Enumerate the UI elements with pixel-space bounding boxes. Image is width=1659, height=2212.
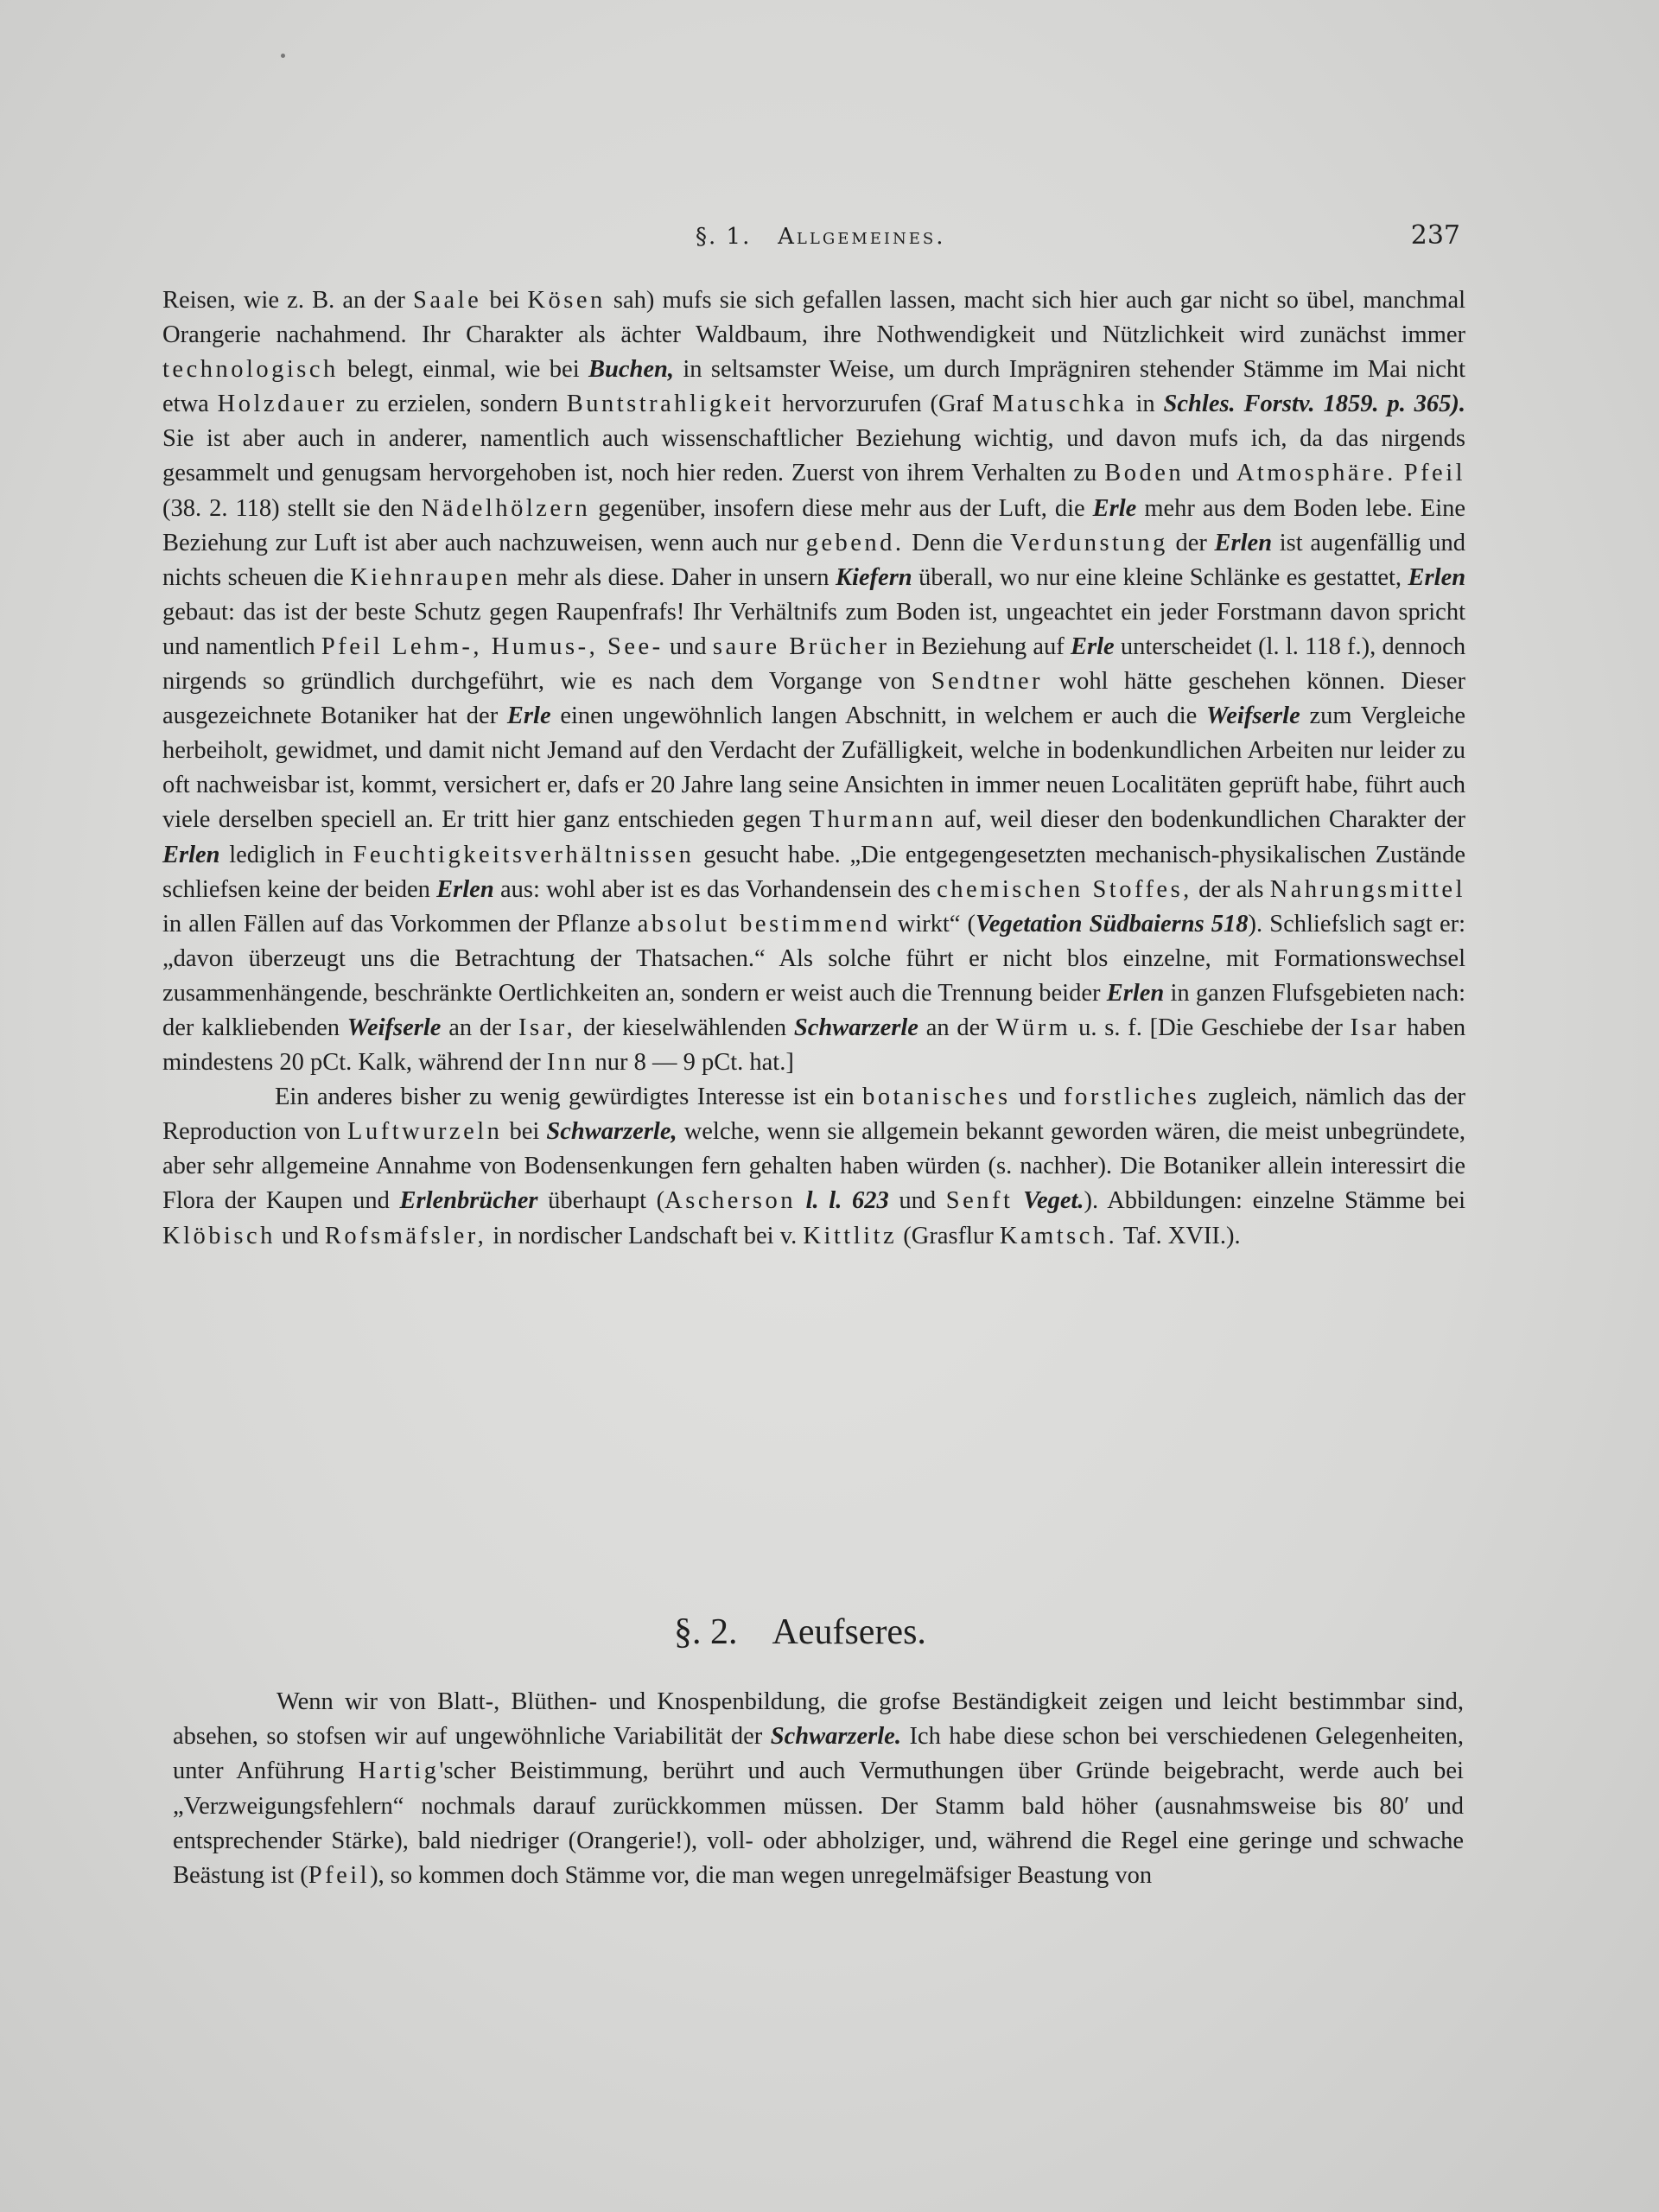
spaced-term: saure Brücher [712,632,890,660]
text-run: in nordischer Landschaft bei v. [493,1222,798,1249]
page-number: 237 [1410,220,1460,251]
spaced-term: Saale [413,287,482,314]
spaced-term: forstliches [1064,1084,1200,1111]
spaced-term: Rofsmäfsler, [324,1222,487,1249]
spaced-term: technologisch [162,356,339,384]
text-run: (38. 2. 118) stellt sie den [162,494,414,522]
section-2-title: Aeufseres. [772,1612,926,1652]
spaced-term: chemischen Stoffes, [937,875,1192,903]
text-run: überall, wo nur eine kleine Schlänke es gestattet, [918,563,1402,591]
italic-term: Erlen [1106,979,1165,1007]
italic-term: Erle [506,702,551,730]
text-run: (Grasflur [903,1222,994,1249]
text-run: welche, wenn sie allgemein bekannt geworden wären, die meist unbegründete, aber sehr allgemeine Annahme von Bodensenkungen fern gehalten haben würden (s. nachher). Die Botaniker allein interessirt die Flora der Kaupen und [162,1118,1466,1215]
text-run: zum Vergleiche herbeiholt, gewidmet, und damit nicht Jemand auf den Verdacht der Zufälligkeit, welche in bodenkundlichen Arbeiten nur leider zu oft nachweisbar ist, kommt, versichert er, dafs er 20 Jahre lang seine Ansichten in immer neuen Localitäten geprüft habe, führt auch viele derselben speciell an. Er tritt hier ganz entschieden gegen [162,702,1466,834]
section-2-text [173,1685,1464,1893]
italic-citation: Schles. Forstv. 1859. p. 365). [1163,391,1466,418]
text-run: unterscheidet (l. l. 118 f.), dennoch nirgends so gründlich durchgeführt, wie es nach dem Vorgange von [162,632,1466,696]
text-run: bei [489,287,520,314]
italic-term: Erle [1070,632,1115,660]
text-run: zu erzielen, sondern [355,391,558,418]
ink-speck [281,54,285,58]
text-run: Sie ist aber auch in anderer, namentlich auch wissenschaftlicher Beziehung wichtig, und davon mufs ich, da das nirgends gesammelt und genugsam hervorgehoben ist, noch hier reden. Zuerst von ihrem Verhalten zu [162,425,1465,487]
text-run: der [1175,529,1207,556]
spaced-term: Pfeil [308,1862,371,1890]
text-run: ist augenfällig und nichts scheuen die [162,529,1466,591]
spaced-term: Sendtner [931,668,1044,696]
spaced-term: Isar, [518,1014,576,1041]
spaced-term: Thurmann [809,806,937,834]
spaced-term: Boden [1104,460,1185,487]
text-run: ). Abbildungen: einzelne Stämme bei [1084,1187,1466,1215]
spaced-term: Ascherson [664,1187,796,1215]
text-run: 'scher Beistimmung, berührt und auch Vermuthungen über Gründe beigebracht, werde auch bei „Verzweigungsfehlern“ nochmals darauf zurückkommen müssen. Der Stamm bald höher (ausnahmsweise bis 80′ und entsprechender Stärke), bald niedriger (Orangerie!), voll- oder abholziger, und, während die Regel eine geringe und schwache Beästung ist ( [173,1758,1464,1890]
text-run: aus: wohl aber ist es das Vorhandensein des [499,875,931,903]
text-run: auf, weil dieser den bodenkundlichen Charakter der [944,806,1466,834]
paragraph-3 [173,1685,1464,1893]
text-run: und [1018,1084,1056,1111]
text-run: in seltsamster Weise, um durch Imprägniren stehender Stämme im Mai nicht etwa [162,356,1466,418]
spaced-term: Atmosphäre. [1236,460,1396,487]
spaced-term: Senft [945,1187,1014,1215]
spaced-term: Buntstrahligkeit [566,391,774,418]
text-run: haben mindestens 20 pCt. Kalk, während der [162,1014,1466,1077]
spaced-term: Kamtsch. [999,1222,1118,1249]
spaced-term: Kösen [527,287,606,314]
spaced-term: Würm [995,1014,1071,1041]
spaced-term: Verdunstung [1010,529,1168,556]
text-run: belegt, einmal, wie bei [347,356,580,384]
spaced-term: Pfeil [1403,460,1466,487]
text-run: hervorzurufen (Graf [782,391,984,418]
spaced-term: Luftwurzeln [347,1118,503,1146]
italic-term: Erlen [436,875,494,903]
italic-term: Buchen, [588,356,674,384]
text-run: bei [509,1118,540,1146]
text-run: nur 8 — 9 pCt. hat.] [594,1049,794,1077]
text-run: zugleich, nämlich das der Reproduction von [162,1084,1465,1146]
italic-term: Schwarzerle [793,1014,918,1041]
section-mark: §. 1. [696,224,752,250]
text-run: sah) mufs sie sich gefallen lassen, macht sich hier auch gar nicht so übel, manchmal Orangerie nachahmend. Ihr Charakter als ächter Waldbaum, ihre Nothwendigkeit und Nützlichkeit wird zunächst immer [162,287,1466,349]
italic-term: Erlen [1408,563,1466,591]
italic-term: Weifserle [1206,702,1300,730]
running-head [164,220,1460,264]
section-2-number: §. 2. [674,1612,738,1652]
italic-citation: Vegetation Südbaierns 518 [976,910,1249,938]
text-run: an der [448,1014,512,1041]
text-run: Reisen, wie z. B. an der [162,287,405,314]
italic-citation: Veget. [1023,1187,1084,1215]
text-run: und [1192,460,1229,487]
italic-term: Erlenbrücher [399,1187,538,1215]
text-run: in allen Fällen auf das Vorkommen der Pflanze [162,910,631,938]
text-run: einen ungewöhnlich langen Abschnitt, in welchem er auch die [560,702,1198,730]
text-run: und [669,632,707,660]
italic-term: Erlen [162,841,220,868]
text-run: u. s. f. [Die Geschiebe der [1078,1014,1343,1041]
spaced-term: Kiehnraupen [350,563,511,591]
italic-term: Weifserle [346,1014,442,1041]
spaced-term: Kittlitz [803,1222,898,1249]
spaced-term: botanisches [862,1084,1011,1111]
section-title: Allgemeines. [778,224,946,250]
text-run: mehr aus dem Boden lebe. Eine Beziehung zur Luft ist aber auch nachzuweisen, wenn auch nur [162,494,1466,556]
text-run: in Beziehung auf [895,632,1065,660]
spaced-term: Nädelhölzern [421,494,591,522]
section-1-text [162,283,1465,1254]
text-run: an der [925,1014,988,1041]
text-run: ). Schliefslich sagt er: „davon überzeugt uns die Betrachtung der Thatsachen.“ Als solche führt er nicht blos einzelne, mit Formationswechsel zusammenhängende, beschränkte Oertlichkeiten an, sondern er weist auch die Trennung beider [162,910,1466,1007]
text-run: wohl hätte geschehen können. Dieser ausgezeichnete Botaniker hat der [162,668,1465,730]
italic-term: Erle [1092,494,1137,522]
text-run: der kieselwählenden [583,1014,787,1041]
paragraph-1 [162,283,1465,1080]
text-run: gesucht habe. „Die entgegengesetzten mechanisch-physikalischen Zustände schliefsen keine der beiden [162,841,1466,903]
text-run: und [282,1222,319,1249]
text-run: Denn die [912,529,1003,556]
spaced-term: Feuchtigkeitsverhältnissen [353,841,695,868]
text-run: Ich habe diese schon bei verschiedenen Gelegenheiten, unter Anführung [173,1723,1465,1785]
section-2-heading [674,1611,926,1653]
italic-citation: l. l. 623 [805,1187,889,1215]
text-run: mehr als diese. Daher in unsern [517,563,830,591]
text-run: Taf. XVII.). [1122,1222,1241,1249]
spaced-term: Holzdauer [217,391,347,418]
text-run: in [1135,391,1155,418]
spaced-term: Hartig [358,1758,440,1785]
text-run: Wenn wir von Blatt-, Blüthen- und Knospenbildung, die grofse Beständigkeit zeigen und leicht bestimmbar sind, absehen, so stofsen wir auf ungewöhnliche Variabilität der [173,1688,1464,1751]
spaced-term: absolut bestimmend [637,910,891,938]
text-run: Ein anderes bisher zu wenig gewürdigtes Interesse ist ein [275,1084,855,1111]
text-run: lediglich in [229,841,344,868]
spaced-term: Klöbisch [162,1222,276,1249]
text-run: in ganzen Flufsgebieten nach: der kalkliebenden [162,979,1465,1041]
italic-term: Schwarzerle. [770,1723,901,1751]
spaced-term: Pfeil Lehm-, Humus-, See- [321,632,664,660]
text-run: und [899,1187,937,1215]
text-run: überhaupt ( [548,1187,665,1215]
italic-term: Schwarzerle, [546,1118,677,1146]
paragraph-2 [162,1080,1465,1253]
text-run: gebaut: das ist der beste Schutz gegen Raupenfrafs! Ihr Verhältnifs zum Boden ist, ungeachtet ein jeder Forstmann davon spricht und namentlich [162,598,1465,660]
text-run: der als [1198,875,1264,903]
text-run: ), so kommen doch Stämme vor, die man wegen unregelmäfsiger Beastung von [370,1862,1153,1890]
spaced-term: Matuschka [992,391,1128,418]
italic-term: Erlen [1214,529,1273,556]
text-run: gegenüber, insofern diese mehr aus der Luft, die [598,494,1085,522]
spaced-term: gebend. [805,529,905,556]
spaced-term: Inn [546,1049,589,1077]
running-head-title [696,224,946,250]
text-run: wirkt“ ( [897,910,976,938]
italic-term: Kiefern [835,563,912,591]
spaced-term: Isar [1350,1014,1400,1041]
spaced-term: Nahrungsmittel [1269,875,1465,903]
